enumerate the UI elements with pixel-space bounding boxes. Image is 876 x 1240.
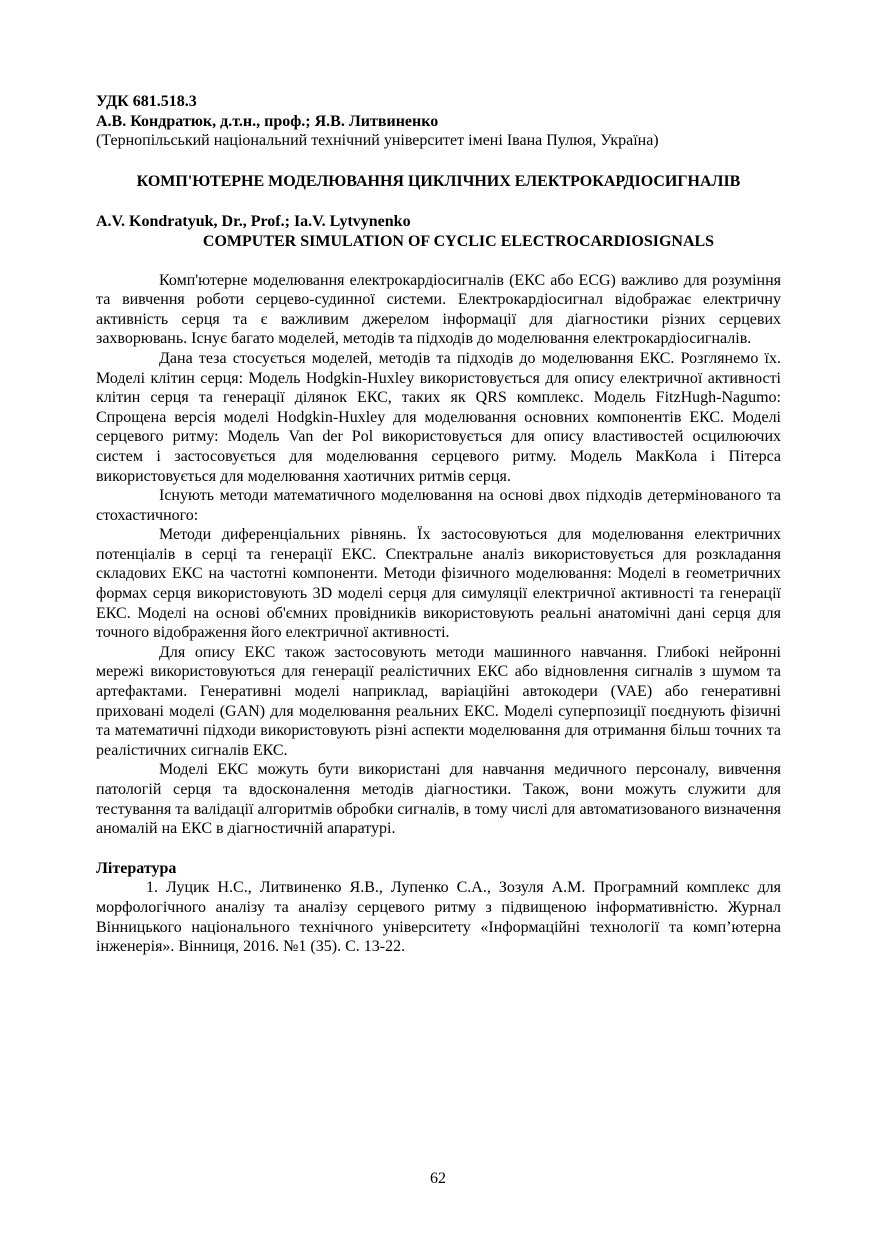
title-english: COMPUTER SIMULATION OF CYCLIC ELECTROCARDIOSIGNALS (202, 232, 715, 250)
body-text (96, 271, 781, 839)
title-ukrainian: КОМП'ЮТЕРНЕ МОДЕЛЮВАННЯ ЦИКЛІЧНИХ ЕЛЕКТРОКАРДІОСИГНАЛІВ (136, 172, 741, 190)
references-heading: Література (96, 859, 177, 877)
body-paragraph: Комп'ютерне моделювання електрокардіосигналів (ЕКС або ECG) важливо для розуміння та вивчення роботи серцево-судинної системи. Електрокардіосигнал відображає електричну активність серця та є важливим джерелом інформації для діагностики різних серцевих захворювань. Існує багато моделей, методів та підходів до моделювання електрокардіосигналів. (96, 271, 781, 348)
body-paragraph: Дана теза стосується моделей, методів та підходів до моделювання ЕКС. Розглянемо їх. Моделі клітин серця: Модель Hodgkin-Huxley використовується для опису електричної активності клітин серця та генерації ділянок ЕКС, таких як QRS комплекс. Модель FitzHugh-Nagumo: Спрощена версія моделі Hodgkin-Huxley для моделювання основних компонентів ЕКС. Моделі серцевого ритму: Модель Van der Pol використовується для опису властивостей осцилюючих систем і застосовується для моделювання серцевого ритму. Модель МакКола і Пітерса використовується для моделювання хаотичних ритмів серця. (96, 349, 781, 485)
references-list (96, 878, 781, 956)
authors-ukrainian: А.В. Кондратюк, д.т.н., проф.; Я.В. Литвиненко (96, 112, 439, 130)
reference-item: 1. Луцик Н.С., Литвиненко Я.В., Лупенко С.А., Зозуля А.М. Програмний комплекс для морфологічного аналізу та аналізу серцевого ритму з підвищеною інформативністю. Журнал Вінницького національного технічного університету «Інформаційні технології та комп’ютерна інженерія». Вінниця, 2016. №1 (35). С. 13-22. (96, 879, 781, 956)
body-paragraph: Для опису ЕКС також застосовують методи машинного навчання. Глибокі нейронні мережі використовуються для генерації реалістичних ЕКС або відновлення сигналів з шумом та артефактами. Генеративні моделі наприклад, варіаційні автокодери (VAE) або генеративні приховані моделі (GAN) для моделювання реальних ЕКС. Моделі суперпозиції поєднують фізичні та математичні підходи використовують різні аспекти моделювання для отримання більш точних та реалістичних сигналів ЕКС. (96, 643, 781, 759)
body-paragraph: Моделі ЕКС можуть бути використані для навчання медичного персоналу, вивчення патологій серця та вдосконалення методів діагностики. Також, вони можуть служити для тестування та валідації алгоритмів обробки сигналів, в тому числі для автоматизованого визначення аномалій на ЕКС в діагностичній апаратурі. (96, 761, 781, 838)
document-page (96, 92, 781, 957)
udc-code: УДК 681.518.3 (96, 93, 197, 110)
body-paragraph: Методи диференціальних рівнянь. Їх застосовуються для моделювання електричних потенціалів в серці та генерації ЕКС. Спектральне аналіз використовується для розкладання складових ЕКС на частотні компоненти. Методи фізичного моделювання: Моделі в геометричних формах серця використовують 3D моделі серця для симуляції електричної активності та генерації ЕКС. Моделі на основі об'ємних провідників використовують реальні анатомічні дані серця для точного відображення його електричної активності. (96, 526, 781, 642)
body-paragraph: Існують методи математичного моделювання на основі двох підходів детермінованого та стохастичного: (96, 487, 781, 524)
affiliation: (Тернопільський національний технічний університет імені Івана Пулюя, Україна) (96, 132, 659, 150)
page-number: 62 (430, 1170, 446, 1187)
authors-english: A.V. Kondratyuk, Dr., Prof.; Ia.V. Lytvynenko (96, 213, 411, 231)
